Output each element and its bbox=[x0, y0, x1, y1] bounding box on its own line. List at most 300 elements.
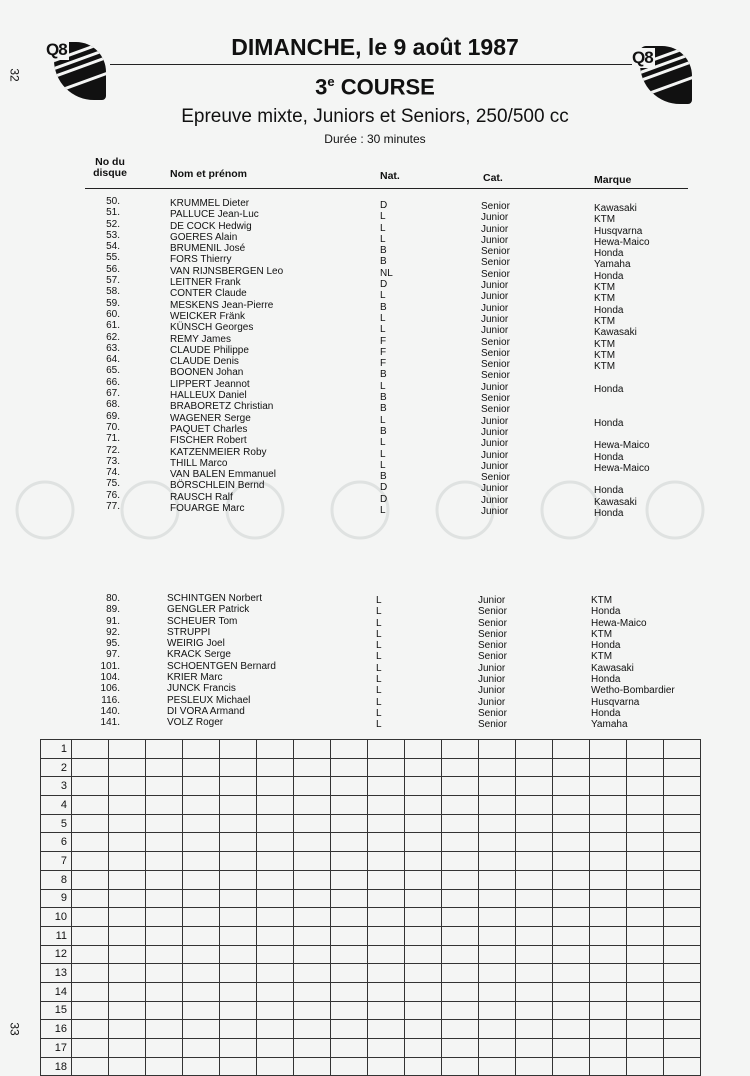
brand-cell: Honda bbox=[591, 707, 621, 719]
rider-name-cell: KRIER Marc bbox=[167, 672, 223, 684]
disc-number-cell: 55. bbox=[106, 252, 120, 264]
grid-cell bbox=[109, 870, 146, 889]
nationality-cell: D bbox=[380, 200, 388, 211]
grid-cell bbox=[220, 796, 257, 815]
grid-cell bbox=[442, 870, 479, 889]
grid-cell bbox=[627, 964, 664, 983]
grid-cell bbox=[220, 1057, 257, 1076]
grid-cell bbox=[368, 796, 405, 815]
grid-cell bbox=[405, 1001, 442, 1020]
grid-cell bbox=[331, 945, 368, 964]
rider-name-cell: BÖRSCHLEIN Bernd bbox=[170, 480, 265, 492]
rider-name-cell: MESKENS Jean-Pierre bbox=[170, 299, 274, 311]
disc-number-cell: 104. bbox=[100, 672, 120, 684]
brand-cell: Hewa-Maico bbox=[594, 462, 650, 474]
grid-cell bbox=[109, 740, 146, 759]
grid-cell bbox=[479, 814, 516, 833]
grid-cell bbox=[405, 852, 442, 871]
nationality-cell: D bbox=[380, 493, 388, 505]
grid-cell bbox=[368, 889, 405, 908]
grid-cell bbox=[479, 833, 516, 852]
grid-cell bbox=[368, 758, 405, 777]
grid-cell bbox=[627, 982, 664, 1001]
nationality-column bbox=[380, 200, 393, 516]
grid-cell bbox=[183, 1039, 220, 1058]
grid-cell bbox=[183, 852, 220, 871]
grid-row bbox=[41, 908, 701, 927]
rider-name-cell: KÜNSCH Georges bbox=[170, 322, 254, 334]
nationality-cell: B bbox=[380, 245, 387, 257]
grid-cell bbox=[590, 945, 627, 964]
nationality-cell: L bbox=[376, 696, 382, 708]
grid-cell bbox=[109, 945, 146, 964]
grid-cell bbox=[664, 1001, 701, 1020]
grid-cell bbox=[405, 982, 442, 1001]
grid-cell bbox=[664, 945, 701, 964]
grid-cell bbox=[257, 777, 294, 796]
grid-cell bbox=[442, 908, 479, 927]
grid-cell bbox=[257, 814, 294, 833]
nationality-cell: B bbox=[380, 392, 387, 404]
grid-cell bbox=[664, 982, 701, 1001]
rider-name-cell: SCHOENTGEN Bernard bbox=[167, 660, 276, 672]
disc-number-cell: 62. bbox=[106, 331, 120, 343]
grid-row-number: 12 bbox=[41, 945, 72, 964]
grid-cell bbox=[405, 758, 442, 777]
grid-cell bbox=[146, 852, 183, 871]
grid-cell bbox=[220, 1020, 257, 1039]
disc-number-cell: 140. bbox=[100, 705, 120, 717]
grid-row bbox=[41, 926, 701, 945]
grid-cell bbox=[146, 926, 183, 945]
brand-cell: Honda bbox=[594, 270, 624, 282]
brand-cell: KTM bbox=[594, 338, 616, 350]
disc-number-cell: 76. bbox=[106, 489, 120, 501]
grid-cell bbox=[183, 833, 220, 852]
rider-name-cell: DE COCK Hedwig bbox=[170, 220, 252, 232]
grid-cell bbox=[405, 964, 442, 983]
nationality-cell: B bbox=[380, 471, 387, 483]
disc-number-cell: 80. bbox=[106, 593, 120, 604]
category-cell: Junior bbox=[481, 483, 509, 495]
nationality-cell: L bbox=[380, 312, 386, 324]
grid-cell bbox=[183, 740, 220, 759]
nationality-cell: B bbox=[380, 369, 387, 381]
nationality-cell: L bbox=[380, 437, 386, 449]
grid-cell bbox=[72, 852, 109, 871]
grid-cell bbox=[479, 777, 516, 796]
grid-cell bbox=[331, 852, 368, 871]
grid-cell bbox=[72, 814, 109, 833]
grid-cell bbox=[294, 870, 331, 889]
grid-cell bbox=[146, 982, 183, 1001]
grid-cell bbox=[664, 964, 701, 983]
grid-cell bbox=[294, 982, 331, 1001]
grid-cell bbox=[442, 982, 479, 1001]
grid-cell bbox=[590, 964, 627, 983]
brand-cell bbox=[594, 372, 650, 383]
grid-cell bbox=[479, 1039, 516, 1058]
grid-row-number: 3 bbox=[41, 777, 72, 796]
grid-cell bbox=[664, 814, 701, 833]
grid-cell bbox=[442, 889, 479, 908]
grid-cell bbox=[590, 758, 627, 777]
brand-cell bbox=[594, 406, 650, 417]
grid-cell bbox=[368, 1001, 405, 1020]
brand-cell: Yamaha bbox=[594, 259, 631, 271]
brand-cell: KTM bbox=[594, 214, 616, 226]
rider-name-cell: RAUSCH Ralf bbox=[170, 491, 233, 503]
grid-cell bbox=[220, 945, 257, 964]
disc-number-cell: 116. bbox=[101, 694, 120, 706]
grid-row-number: 8 bbox=[41, 870, 72, 889]
grid-cell bbox=[516, 814, 553, 833]
grid-cell bbox=[257, 852, 294, 871]
grid-row-number: 2 bbox=[41, 758, 72, 777]
grid-cell bbox=[368, 814, 405, 833]
grid-cell bbox=[590, 852, 627, 871]
brand-cell: KTM bbox=[594, 349, 616, 361]
grid-cell bbox=[516, 1020, 553, 1039]
grid-cell bbox=[146, 889, 183, 908]
category-cell: Senior bbox=[481, 257, 510, 269]
grid-cell bbox=[109, 982, 146, 1001]
grid-cell bbox=[257, 1020, 294, 1039]
brand-column bbox=[594, 203, 650, 519]
grid-cell bbox=[516, 889, 553, 908]
category-cell: Senior bbox=[481, 336, 510, 348]
grid-cell bbox=[368, 833, 405, 852]
grid-cell bbox=[664, 926, 701, 945]
grid-cell bbox=[109, 908, 146, 927]
grid-cell bbox=[183, 945, 220, 964]
brand-cell: Kawasaki bbox=[594, 203, 637, 214]
grid-cell bbox=[627, 758, 664, 777]
disc-number-cell: 141. bbox=[100, 717, 120, 729]
grid-cell bbox=[553, 1001, 590, 1020]
grid-cell bbox=[294, 833, 331, 852]
category-cell: Senior bbox=[481, 347, 510, 359]
grid-cell bbox=[664, 908, 701, 927]
grid-cell bbox=[294, 964, 331, 983]
brand-cell: Kawasaki bbox=[594, 327, 637, 339]
grid-cell bbox=[72, 1039, 109, 1058]
category-cell: Senior bbox=[481, 246, 510, 258]
grid-cell bbox=[442, 964, 479, 983]
grid-cell bbox=[294, 796, 331, 815]
disc-number-cell: 52. bbox=[106, 218, 120, 230]
grid-cell bbox=[294, 1020, 331, 1039]
disc-number-cell: 77. bbox=[106, 501, 120, 513]
grid-cell bbox=[183, 982, 220, 1001]
grid-cell bbox=[368, 964, 405, 983]
col-header-name: Nom et prénom bbox=[170, 168, 248, 180]
nationality-cell: L bbox=[380, 414, 386, 426]
grid-cell bbox=[627, 1039, 664, 1058]
grid-cell bbox=[331, 758, 368, 777]
grid-cell bbox=[590, 740, 627, 759]
page-title-date: DIMANCHE, le 9 août 1987 bbox=[231, 34, 519, 60]
grid-cell bbox=[257, 833, 294, 852]
category-cell: Senior bbox=[478, 617, 507, 629]
grid-cell bbox=[553, 1057, 590, 1076]
grid-cell bbox=[72, 889, 109, 908]
brand-column bbox=[591, 595, 675, 731]
nationality-cell: L bbox=[380, 380, 386, 392]
grid-cell bbox=[664, 777, 701, 796]
brand-cell: Honda bbox=[594, 417, 624, 429]
grid-cell bbox=[479, 796, 516, 815]
grid-cell bbox=[72, 758, 109, 777]
rider-name-cell: KRACK Serge bbox=[167, 649, 231, 661]
grid-row-number: 14 bbox=[41, 982, 72, 1001]
category-cell: Senior bbox=[478, 606, 507, 618]
grid-cell bbox=[220, 982, 257, 1001]
grid-cell bbox=[220, 814, 257, 833]
grid-cell bbox=[553, 833, 590, 852]
rider-name-cell: STRUPPI bbox=[167, 626, 211, 638]
nationality-cell: L bbox=[376, 595, 382, 606]
grid-cell bbox=[442, 758, 479, 777]
grid-cell bbox=[405, 889, 442, 908]
grid-cell bbox=[109, 926, 146, 945]
brand-cell bbox=[594, 429, 650, 440]
grid-cell bbox=[479, 908, 516, 927]
rider-name-cell: KATZENMEIER Roby bbox=[170, 446, 267, 458]
grid-cell bbox=[257, 964, 294, 983]
grid-cell bbox=[294, 740, 331, 759]
disc-number-cell: 70. bbox=[106, 421, 120, 433]
grid-cell bbox=[257, 758, 294, 777]
disc-number-cell: 63. bbox=[106, 342, 120, 354]
disc-number-column bbox=[85, 196, 120, 512]
rider-name-cell: VAN RIJNSBERGEN Leo bbox=[170, 265, 284, 277]
rider-name-column bbox=[167, 593, 276, 729]
grid-cell bbox=[331, 1039, 368, 1058]
grid-cell bbox=[442, 852, 479, 871]
grid-cell bbox=[331, 908, 368, 927]
grid-cell bbox=[368, 1057, 405, 1076]
brand-cell: KTM bbox=[591, 595, 613, 606]
grid-cell bbox=[479, 964, 516, 983]
grid-cell bbox=[109, 758, 146, 777]
grid-cell bbox=[331, 982, 368, 1001]
grid-cell bbox=[442, 1057, 479, 1076]
grid-row bbox=[41, 777, 701, 796]
grid-cell bbox=[72, 945, 109, 964]
disc-number-cell: 51. bbox=[106, 207, 120, 219]
disc-number-cell: 54. bbox=[106, 241, 120, 253]
grid-cell bbox=[331, 740, 368, 759]
grid-cell bbox=[72, 964, 109, 983]
grid-cell bbox=[220, 777, 257, 796]
grid-cell bbox=[294, 889, 331, 908]
grid-cell bbox=[72, 1001, 109, 1020]
grid-cell bbox=[183, 908, 220, 927]
disc-number-cell: 58. bbox=[106, 286, 120, 298]
grid-cell bbox=[590, 926, 627, 945]
category-cell: Junior bbox=[481, 460, 509, 472]
grid-cell bbox=[553, 796, 590, 815]
brand-cell: Honda bbox=[591, 640, 621, 652]
brand-cell: Honda bbox=[594, 451, 624, 463]
rider-name-cell: WEIRIG Joel bbox=[167, 638, 225, 650]
category-cell: Junior bbox=[481, 415, 509, 427]
grid-cell bbox=[516, 945, 553, 964]
grid-cell bbox=[146, 758, 183, 777]
rider-name-cell: VAN BALEN Emmanuel bbox=[170, 469, 276, 481]
rider-name-cell: GENGLER Patrick bbox=[167, 604, 250, 616]
grid-cell bbox=[405, 1020, 442, 1039]
brand-cell bbox=[594, 395, 650, 406]
rider-name-cell: CLAUDE Denis bbox=[170, 356, 239, 368]
grid-cell bbox=[479, 852, 516, 871]
grid-cell bbox=[479, 1057, 516, 1076]
grid-cell bbox=[368, 777, 405, 796]
nationality-cell: L bbox=[376, 640, 382, 652]
grid-cell bbox=[590, 908, 627, 927]
grid-cell bbox=[294, 852, 331, 871]
grid-cell bbox=[368, 852, 405, 871]
rider-name-cell: HALLEUX Daniel bbox=[170, 390, 247, 402]
grid-cell bbox=[516, 758, 553, 777]
rider-name-cell: FOUARGE Marc bbox=[170, 503, 245, 515]
brand-cell: Honda bbox=[594, 508, 624, 520]
grid-cell bbox=[553, 945, 590, 964]
grid-cell bbox=[331, 796, 368, 815]
disc-number-cell: 68. bbox=[106, 399, 120, 411]
rider-name-cell: WAGENER Serge bbox=[170, 412, 251, 424]
category-cell: Junior bbox=[481, 280, 509, 292]
nationality-column bbox=[376, 595, 382, 731]
grid-cell bbox=[590, 982, 627, 1001]
grid-cell bbox=[183, 1001, 220, 1020]
brand-cell: Hewa-Maico bbox=[594, 440, 650, 452]
grid-cell bbox=[405, 945, 442, 964]
grid-cell bbox=[220, 926, 257, 945]
grid-row bbox=[41, 982, 701, 1001]
category-cell: Junior bbox=[478, 685, 506, 697]
grid-cell bbox=[553, 814, 590, 833]
nationality-cell: L bbox=[380, 505, 386, 517]
category-cell: Junior bbox=[481, 313, 509, 325]
disc-number-cell: 69. bbox=[106, 410, 120, 422]
rider-name-cell: LEITNER Frank bbox=[170, 277, 241, 289]
nationality-cell: L bbox=[380, 290, 386, 302]
grid-cell bbox=[553, 1039, 590, 1058]
grid-cell bbox=[368, 908, 405, 927]
grid-cell bbox=[183, 796, 220, 815]
brand-cell: KTM bbox=[591, 628, 613, 640]
grid-cell bbox=[368, 982, 405, 1001]
brand-cell: Husqvarna bbox=[594, 225, 643, 237]
q8-logo-right: Q8 bbox=[628, 42, 698, 104]
grid-cell bbox=[109, 964, 146, 983]
rider-name-cell: CLAUDE Philippe bbox=[170, 344, 249, 356]
brand-cell: KTM bbox=[594, 293, 616, 305]
category-cell: Senior bbox=[481, 359, 510, 371]
grid-cell bbox=[405, 908, 442, 927]
grid-cell bbox=[183, 889, 220, 908]
grid-cell bbox=[146, 870, 183, 889]
grid-cell bbox=[331, 889, 368, 908]
rider-name-cell: WEICKER Fränk bbox=[170, 310, 246, 322]
nationality-cell: D bbox=[380, 482, 388, 494]
nationality-cell: NL bbox=[380, 267, 393, 279]
grid-cell bbox=[590, 814, 627, 833]
grid-cell bbox=[72, 908, 109, 927]
disc-number-cell: 53. bbox=[106, 229, 120, 241]
grid-row-number: 9 bbox=[41, 889, 72, 908]
nationality-cell: L bbox=[376, 628, 382, 640]
grid-cell bbox=[146, 796, 183, 815]
grid-cell bbox=[553, 1020, 590, 1039]
brand-cell: Hewa-Maico bbox=[594, 236, 650, 248]
rider-name-cell: DI VORA Armand bbox=[167, 705, 245, 717]
rider-name-cell: FISCHER Robert bbox=[170, 435, 247, 447]
category-cell: Senior bbox=[481, 201, 510, 212]
grid-cell bbox=[664, 1020, 701, 1039]
grid-cell bbox=[183, 870, 220, 889]
disc-number-cell: 89. bbox=[106, 604, 120, 616]
grid-cell bbox=[257, 945, 294, 964]
category-cell: Junior bbox=[481, 291, 509, 303]
grid-row bbox=[41, 1039, 701, 1058]
brand-cell: Honda bbox=[591, 674, 621, 686]
grid-cell bbox=[664, 833, 701, 852]
disc-number-cell: 74. bbox=[106, 467, 120, 479]
grid-cell bbox=[553, 852, 590, 871]
grid-cell bbox=[627, 796, 664, 815]
grid-cell bbox=[220, 758, 257, 777]
disc-number-cell: 57. bbox=[106, 275, 120, 287]
grid-cell bbox=[442, 833, 479, 852]
grid-row bbox=[41, 870, 701, 889]
grid-cell bbox=[516, 796, 553, 815]
grid-cell bbox=[331, 870, 368, 889]
disc-number-column bbox=[85, 593, 120, 729]
grid-cell bbox=[72, 982, 109, 1001]
grid-cell bbox=[331, 777, 368, 796]
grid-cell bbox=[220, 908, 257, 927]
grid-cell bbox=[405, 1057, 442, 1076]
disc-number-cell: 50. bbox=[106, 196, 120, 207]
grid-cell bbox=[516, 740, 553, 759]
grid-cell bbox=[627, 1001, 664, 1020]
grid-cell bbox=[72, 1020, 109, 1039]
brand-cell: Hewa-Maico bbox=[591, 617, 647, 629]
grid-cell bbox=[146, 1039, 183, 1058]
grid-cell bbox=[257, 926, 294, 945]
brand-cell: KTM bbox=[594, 282, 616, 294]
disc-number-cell: 61. bbox=[106, 320, 120, 332]
grid-row-number: 6 bbox=[41, 833, 72, 852]
grid-row-number: 17 bbox=[41, 1039, 72, 1058]
category-cell: Senior bbox=[481, 404, 510, 416]
grid-cell bbox=[405, 777, 442, 796]
grid-cell bbox=[257, 1001, 294, 1020]
nationality-cell: L bbox=[376, 662, 382, 674]
grid-cell bbox=[590, 796, 627, 815]
grid-cell bbox=[331, 833, 368, 852]
grid-cell bbox=[257, 1057, 294, 1076]
grid-cell bbox=[553, 740, 590, 759]
grid-cell bbox=[294, 908, 331, 927]
grid-cell bbox=[405, 870, 442, 889]
grid-cell bbox=[479, 926, 516, 945]
grid-cell bbox=[109, 889, 146, 908]
brand-cell: Kawasaki bbox=[594, 496, 637, 508]
